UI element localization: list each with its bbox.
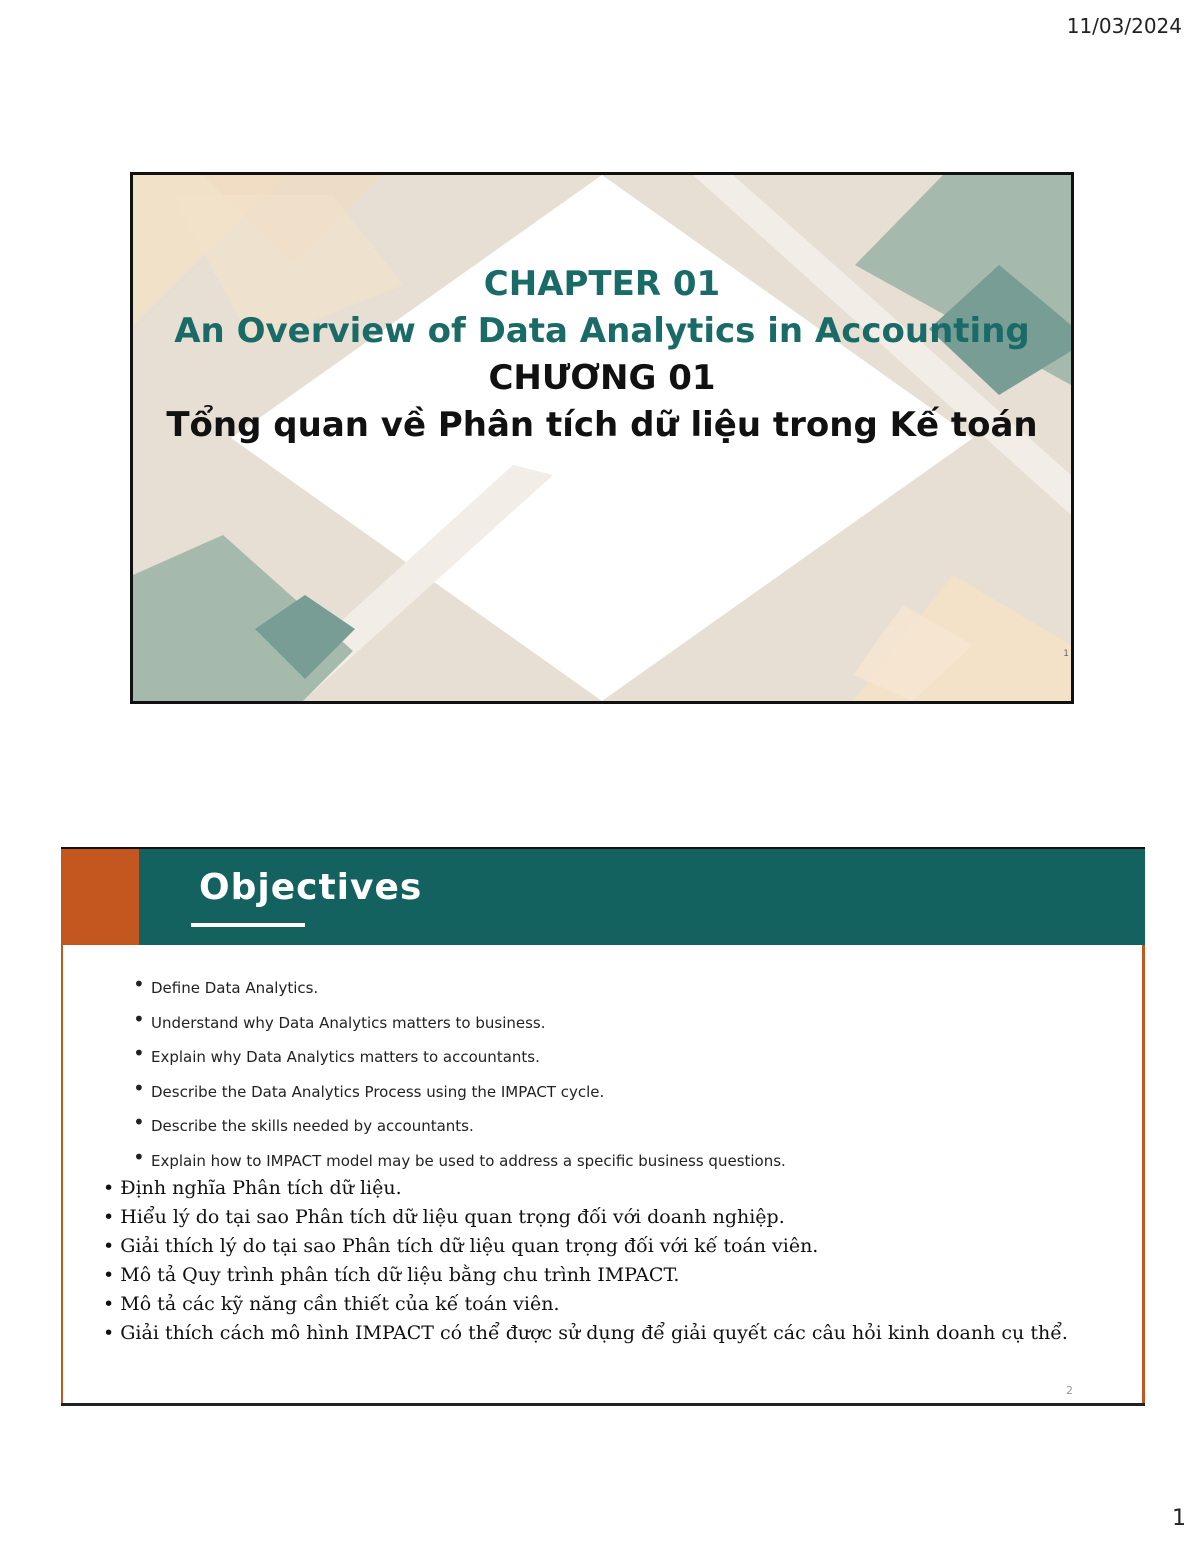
english-objectives-list (133, 972, 786, 1183)
slide-title: Objectives (199, 867, 423, 908)
list-item: • Understand why Data Analytics matters to business. (133, 1006, 546, 1032)
slide-number: 2 (1066, 1384, 1073, 1397)
list-item: • Giải thích cách mô hình IMPACT có thể được sử dụng để giải quyết các câu hỏi kinh doanh cụ thể. (103, 1322, 1068, 1344)
vietnamese-objectives-list (103, 1174, 1068, 1348)
list-item: • Định nghĩa Phân tích dữ liệu. (103, 1177, 402, 1199)
list-item: • Describe the skills needed by accountants. (133, 1110, 474, 1136)
title-slide (130, 172, 1074, 704)
list-item: • Mô tả các kỹ năng cần thiết của kế toán viên. (103, 1293, 560, 1315)
chapter-title-vi: CHƯƠNG 01 (488, 358, 716, 398)
chapter-title-en: CHAPTER 01 (483, 264, 721, 304)
title-underline (191, 923, 305, 927)
header-band (61, 847, 1145, 945)
objectives-slide (61, 847, 1145, 1406)
chapter-subtitle-en: An Overview of Data Analytics in Accounting (174, 311, 1030, 351)
list-item: • Describe the Data Analytics Process using the IMPACT cycle. (133, 1075, 605, 1101)
list-item: • Mô tả Quy trình phân tích dữ liệu bằng chu trình IMPACT. (103, 1264, 680, 1286)
list-item: • Explain how to IMPACT model may be used to address a specific business questions. (133, 1144, 786, 1170)
page-number: 1 (1172, 1506, 1186, 1531)
chapter-subtitle-vi: Tổng quan về Phân tích dữ liệu trong Kế toán (166, 405, 1038, 445)
slide-number: 1 (1063, 649, 1069, 659)
header-accent (61, 849, 139, 945)
title-block (133, 261, 1071, 449)
page-date: 11/03/2024 (1066, 14, 1182, 38)
list-item: • Explain why Data Analytics matters to accountants. (133, 1041, 540, 1067)
bullet-icon: • (133, 972, 145, 996)
bullet-icon: • (133, 1006, 145, 1031)
bullet-icon: • (133, 1075, 145, 1100)
bullet-icon: • (133, 1144, 145, 1169)
bullet-icon: • (133, 1110, 145, 1135)
list-item: • Hiểu lý do tại sao Phân tích dữ liệu quan trọng đối với doanh nghiệp. (103, 1206, 785, 1228)
list-item: • Giải thích lý do tại sao Phân tích dữ liệu quan trọng đối với kế toán viên. (103, 1235, 819, 1257)
list-item: • Define Data Analytics. (133, 972, 319, 997)
bullet-icon: • (133, 1041, 145, 1066)
